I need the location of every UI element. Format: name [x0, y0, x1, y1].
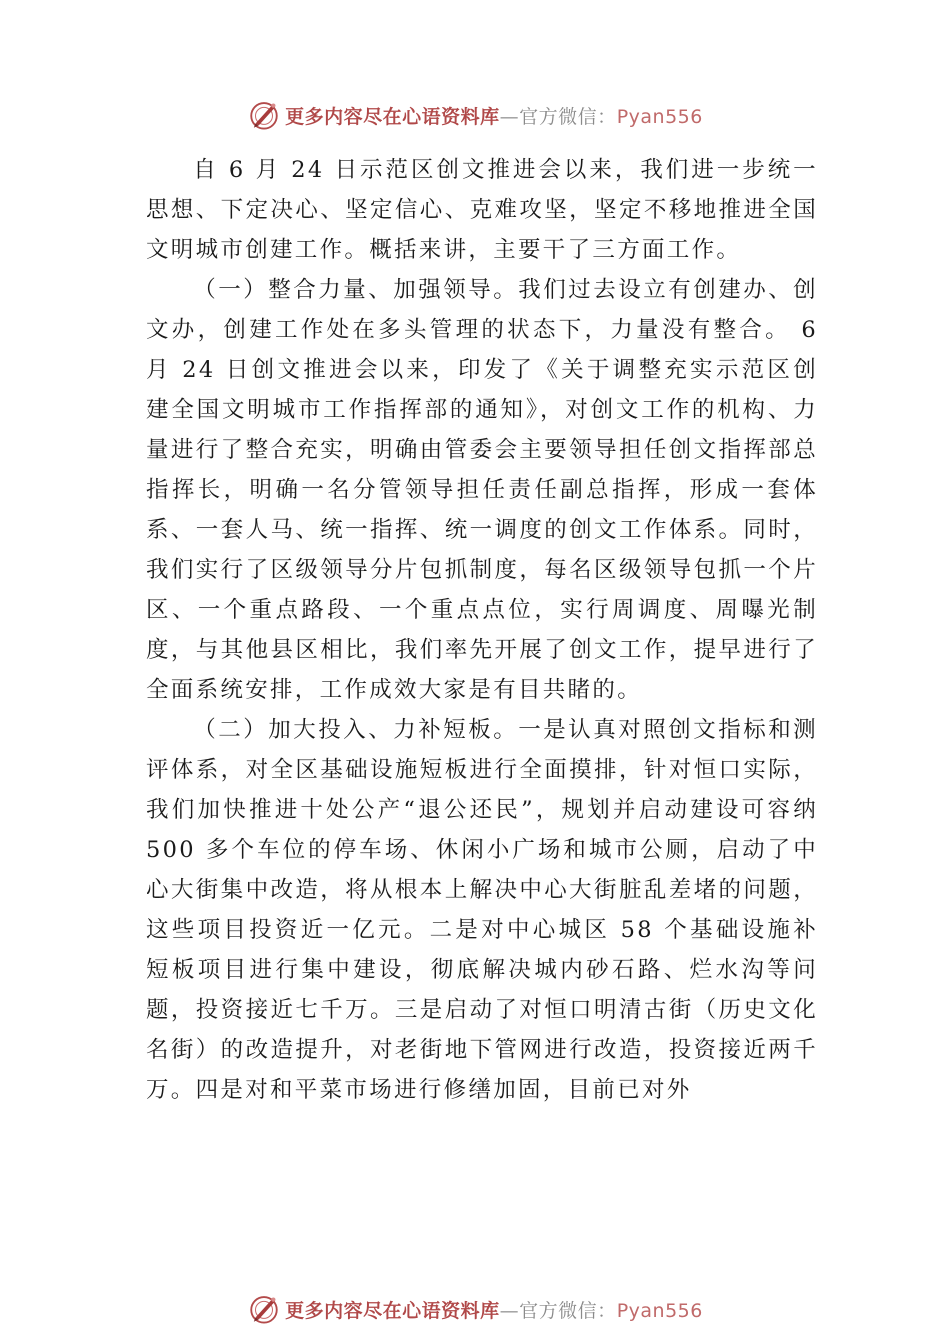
header-brand-text: 更多内容尽在心语资料库	[285, 105, 500, 128]
header-dash: —	[499, 105, 520, 128]
footer-wechat-label: 官方微信：	[519, 1299, 617, 1322]
footer-brand-text: 更多内容尽在心语资料库	[285, 1299, 500, 1322]
brand-logo-icon	[247, 1292, 281, 1326]
paragraph-intro: 自 6 月 24 日示范区创文推进会以来，我们进一步统一思想、下定决心、坚定信心、克难攻坚，坚定不移地推进全国文明城市创建工作。概括来讲，主要干了三方面工作。	[146, 157, 818, 263]
paragraph-section-1: （一）整合力量、加强领导。我们过去设立有创建办、创文办，创建工作处在多头管理的状态下，力量没有整合。 6 月 24 日创文推进会以来，印发了《关于调整充实示范区创建全国文明城市工作指挥部的通知》，对创文工作的机构、力量进行了整合充实，明确由管委会主要领导担任创文指挥部总指挥长，明确一名分管领导担任责任副总指挥，形成一套体系、一套人马、统一指挥、统一调度的创文工作体系。同时，我们实行了区级领导分片包抓制度，每名区级领导包抓一个片区、一个重点路段、一个重点点位，实行周调度、周曝光制度，与其他县区相比，我们率先开展了创文工作，提早进行了全面系统安排，工作成效大家是有目共睹的。	[146, 277, 818, 703]
footer-banner	[0, 1289, 950, 1329]
footer-banner-text	[285, 1296, 703, 1323]
header-banner	[0, 95, 950, 135]
footer-wechat-id: Pyan556	[616, 1299, 703, 1322]
document-body	[146, 150, 818, 1110]
paragraph-section-2: （二）加大投入、力补短板。一是认真对照创文指标和测评体系，对全区基础设施短板进行全面摸排，针对恒口实际，我们加快推进十处公产“退公还民”，规划并启动建设可容纳 500 多个车位的停车场、休闲小广场和城市公厕，启动了中心大街集中改造，将从根本上解决中心大街脏乱差堵的问题，这些项目投资近一亿元。二是对中心城区 58 个基础设施补短板项目进行集中建设，彻底解决城内砂石路、烂水沟等问题，投资接近七千万。三是启动了对恒口明清古街（历史文化名街）的改造提升，对老街地下管网进行改造，投资接近两千万。四是对和平菜市场进行修缮加固，目前已对外	[146, 717, 818, 1103]
header-wechat-label: 官方微信：	[519, 105, 617, 128]
header-banner-text	[285, 102, 703, 129]
header-wechat-id: Pyan556	[616, 105, 703, 128]
brand-logo-icon	[247, 98, 281, 132]
footer-dash: —	[499, 1299, 520, 1322]
